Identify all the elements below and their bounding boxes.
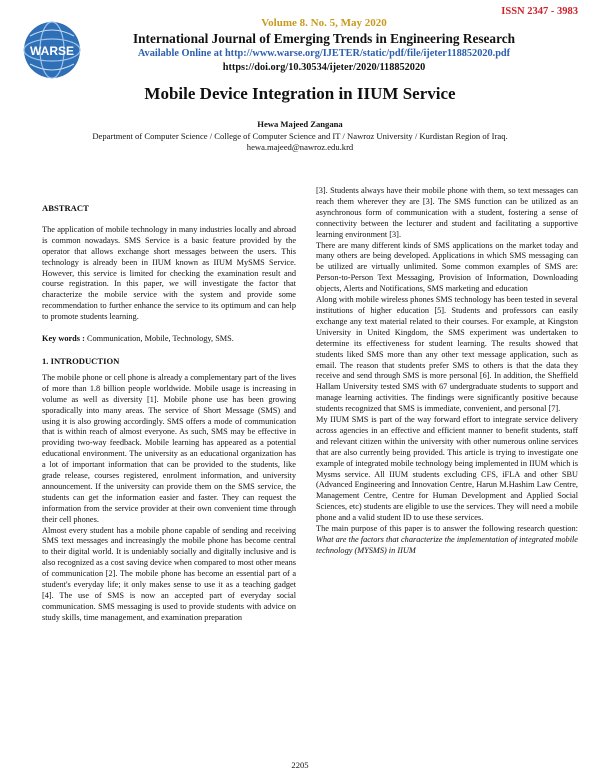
paper-title: Mobile Device Integration in IIUM Service xyxy=(144,84,456,103)
intro-paragraph-3: [3]. Students always have their mobile phone with them, so text messages can reach them wherever they are [3]. The SMS function can be utilized as an asynchronous form of communication with a student, fostering a sense of connectivity between the lecturer and student and facilitating a supportive learning environment [3]. xyxy=(316,186,578,239)
author-email[interactable]: hewa.majeed@nawroz.edu.krd xyxy=(246,142,354,152)
logo-text: WARSE xyxy=(29,44,75,58)
abstract-heading: ABSTRACT xyxy=(42,203,89,213)
left-column xyxy=(42,203,296,624)
intro-heading: 1. INTRODUCTION xyxy=(42,355,120,366)
affiliation: Department of Computer Science / College of Computer Science and IT / Nawroz University / Kurdistan Region of Iraq. xyxy=(92,131,508,141)
intro-paragraph-4: There are many different kinds of SMS applications on the market today and many others are being developed. Applications in which SMS messaging can be utilized are virtually unlimited. Some common examples of SMS are: Person-to-Person Text Messaging, Provision of Information, Downloading objects, Alerts and Notifications, SMS marketing and education xyxy=(316,240,578,294)
right-column xyxy=(316,186,578,557)
page-number: 2205 xyxy=(291,760,309,770)
research-question-lead: The main purpose of this paper is to answer the following research question: xyxy=(316,524,578,534)
keywords-label: Key words : xyxy=(42,334,85,344)
doi-link[interactable]: https://doi.org/10.30534/ijeter/2020/118852020 xyxy=(222,62,426,73)
abstract-text: The application of mobile technology in many industries locally and abroad is common nowadays. SMS Service is a basic feature provided by the operator that allows exchange short messages between the users. This technology is already been in IIUM known as IIUM MySMS Service. However, this service is limited for checking the examination result and course registration. In this paper, we will investigate the factor that characterize the mobile service with the system and provide some recommendation to further enhance the service to its optimum and can help to promote students learning. xyxy=(42,224,296,322)
volume-info: Volume 8. No. 5, May 2020 xyxy=(261,17,387,29)
keywords-text: Communication, Mobile, Technology, SMS. xyxy=(86,334,234,344)
keywords xyxy=(42,334,296,345)
intro-paragraph-6: My IIUM SMS is part of the way forward effort to integrate service delivery across agencies in an effective and efficient manner to benefit students, staff and relevant citizen within the university with other numerous online services that are also currently being provided. This article is trying to investigate one example of integrated mobile technology being implemented in IIUM which is Mysms service. All IIUM students excluding CFS, iFLA and other SBU (Advanced Engineering and Innovation Centre, Harun M.Hashim Law Centre, Management Centre, Centre for Human Development and Applied Social Sciences, etc) students are eligible to use the services. They will need a mobile phone and a valid student ID to use these services. xyxy=(316,415,578,523)
author-name: Hewa Majeed Zangana xyxy=(257,119,343,129)
intro-paragraph-5: Along with mobile wireless phones SMS technology has been tested in several institutions of higher education [5]. Students and professors can easily exchange any text material related to their courses. For example, at Kingston University in United Kingdom, the SMS experiment was undertaken to determine its effectiveness for student learning. The results showed that students liked SMS more than any other text message application, such as email. The reason that students prefer SMS to others is that the data they receive and send through SMS is more personal [6]. In addition, the Sheffield Hallam University tested SMS with 67 undergraduate students to support and manage learning activities. The findings were significantly positive because students recognized that SMS is immediate, convenient, and personal [7]. xyxy=(316,295,578,414)
affiliation-block xyxy=(60,131,540,153)
available-online-link[interactable]: Available Online at http://www.warse.org/IJETER/static/pdf/file/ijeter118852020.pdf xyxy=(137,48,511,59)
intro-paragraph-7 xyxy=(316,524,578,557)
research-question: What are the factors that characterize the implementation of integrated mobile technology (MYSMS) in IIUM xyxy=(316,535,578,555)
issn-label: ISSN 2347 - 3983 xyxy=(501,6,578,17)
intro-paragraph-1: The mobile phone or cell phone is already a complementary part of the lives of more than 1.8 billion people worldwide. Mobile usage is increasing in volume as well as diversity [1]. Mobile phone use has been growing sporadically into many areas. The service of Short Message (SMS) and using it is also growing accordingly. SMS offers a mode of communication that is within reach of almost everyone. As such, SMS may be effective in providing two-way feedback. Mobile learning has appeared as a potential educational environment. The university as an educational organization has a lot of important information that can be provided to the students, like grade release, courses registered, enrolment information, and university announcement. If the university can provide them on the SMS service, the students can get the information easier and faster. They can request the information from the service provider at their own convenient time through their cell phones. xyxy=(42,372,296,524)
journal-name: International Journal of Emerging Trends in Engineering Research xyxy=(132,31,516,46)
intro-paragraph-2: Almost every student has a mobile phone capable of sending and receiving SMS text messages and increasingly the mobile phone has become central to their digital world. It is undeniably socially and digitally inclusive and is also recognized as a cost saving device when compared to most other means of communication [2]. The mobile phone has become an essential part of a student's everyday life; it only makes sense to use it as a teaching gadget [4]. The use of SMS is now an accepted part of everyday social communication. SMS messaging is used to provide students with advice on study skills, time management, and examination preparation xyxy=(42,525,296,622)
warse-logo xyxy=(20,20,84,84)
